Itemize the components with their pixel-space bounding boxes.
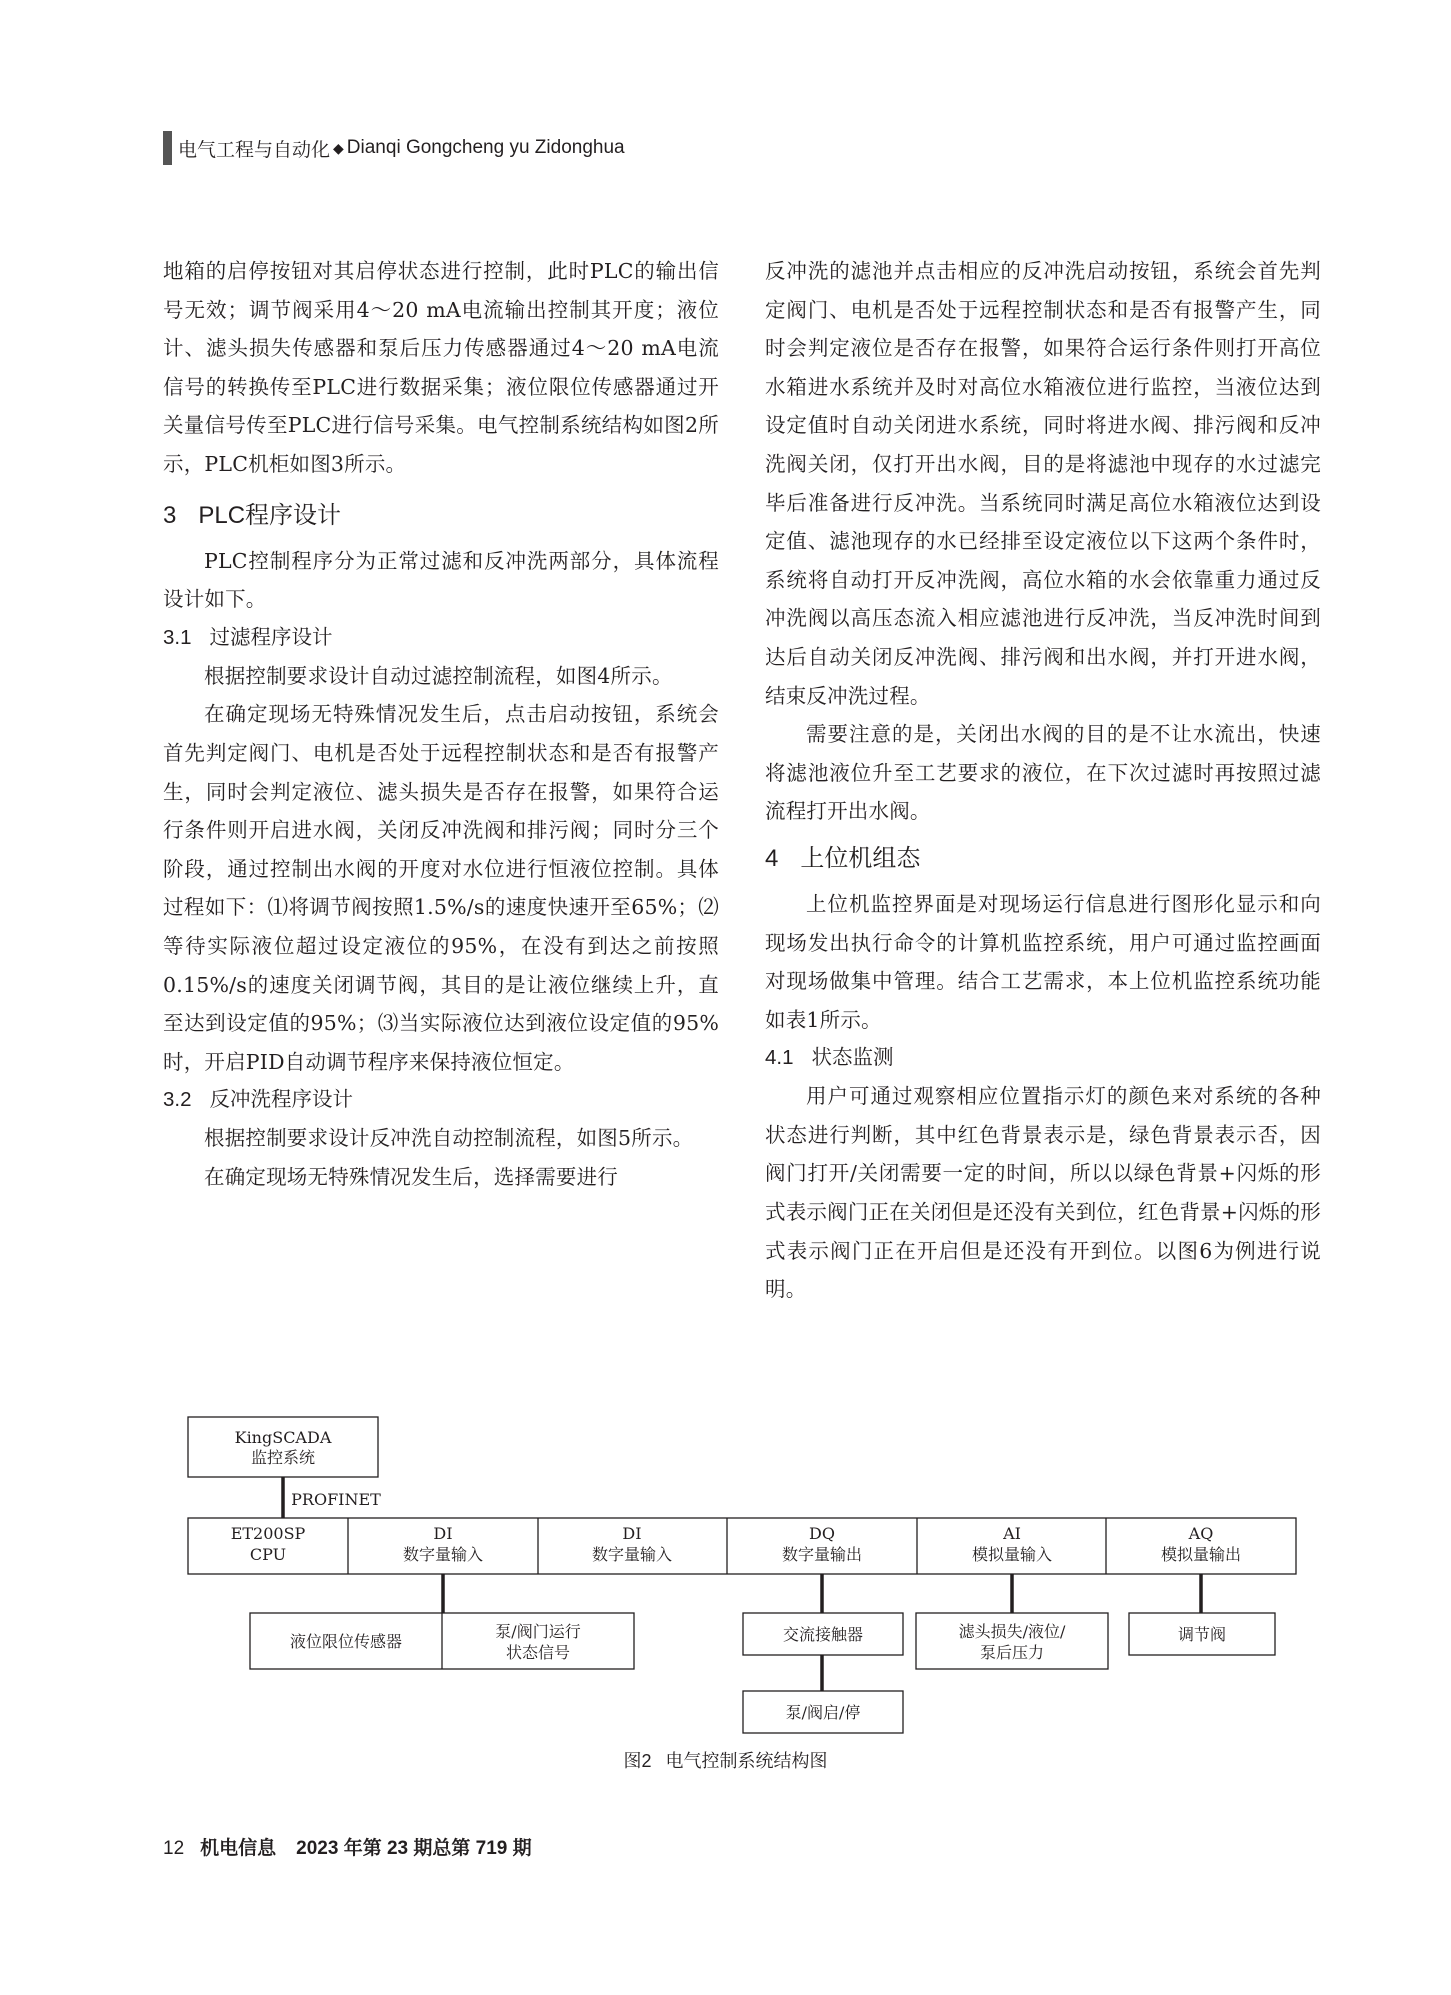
subsection-number: 3.1 — [163, 625, 192, 649]
paragraph: 根据控制要求设计反冲洗自动控制流程，如图5所示。 — [204, 1126, 694, 1151]
ai-sensors-label: 泵后压力 — [979, 1643, 1045, 1662]
journal-name-cn: 电气工程与自动化 — [178, 139, 331, 161]
module-rack — [188, 1518, 1296, 1574]
module-label: AQ — [1188, 1524, 1214, 1543]
module-label: 模拟量输入 — [971, 1545, 1053, 1564]
module-label: ET200SP — [230, 1524, 306, 1543]
system-structure-diagram — [186, 1415, 1306, 1745]
scada-box — [188, 1417, 378, 1477]
header-bar — [163, 131, 172, 165]
module-label: 模拟量输出 — [1160, 1545, 1242, 1564]
module-label: DI — [622, 1524, 642, 1543]
subsection-number: 4.1 — [765, 1046, 794, 1070]
subsection-heading-4-1 — [765, 1039, 1321, 1077]
module-label: 数字量输出 — [781, 1545, 863, 1564]
paragraph: 地箱的启停按钮对其启停状态进行控制，此时PLC的输出信号无效；调节阀采用4～20 mA电流输出控制其开度；液位计、滤头损失传感器和泵后压力传感器通过4～20 mA电流信号的转换传至PLC进行数据采集；液位限位传感器通过开关量信号传至PLC进行信号采集。电气控制系统结构如图2所示，PLC机柜如图3所示。 — [163, 259, 719, 476]
section-number: 4 — [765, 844, 779, 872]
diamond-separator-icon: ◆ — [333, 139, 344, 156]
figure-caption — [0, 1747, 1451, 1773]
paragraph: 反冲洗的滤池并点击相应的反冲洗启动按钮，系统会首先判定阀门、电机是否处于远程控制状态和是否有报警产生，同时会判定液位是否存在报警，如果符合运行条件则打开高位水箱进水系统并及时对高位水箱液位进行监控，当液位达到设定值时自动关闭进水系统，同时将进水阀、排污阀和反冲洗阀关闭，仅打开出水阀，目的是将滤池中现存的水过滤完毕后准备进行反冲洗。当系统同时满足高位水箱液位达到设定值、滤池现存的水已经排至设定液位以下这两个条件时，系统将自动打开反冲洗阀，高位水箱的水会依靠重力通过反冲洗阀以高压态流入相应滤池进行反冲洗，当反冲洗时间到达后自动关闭反冲洗阀、排污阀和出水阀，并打开进水阀，结束反冲洗过程。 — [765, 259, 1321, 708]
section-number: 3 — [163, 501, 177, 529]
scada-label: 监控系统 — [250, 1448, 316, 1467]
footer-journal: 机电信息 — [200, 1838, 277, 1859]
figure-label: 图2 — [623, 1751, 652, 1771]
module-label: AI — [1003, 1524, 1021, 1543]
paragraph: 用户可通过观察相应位置指示灯的颜色来对系统的各种状态进行判断，其中红色背景表示是，绿色背景表示否，因阀门打开/关闭需要一定的时间，所以以绿色背景+闪烁的形式表示阀门正在关闭但是还没有关到位，红色背景+闪烁的形式表示阀门正在开启但是还没有开到位。以图6为例进行说明。 — [765, 1084, 1321, 1302]
profinet-label: PROFINET — [291, 1490, 381, 1509]
section-heading-4 — [765, 833, 1321, 885]
module-label: 数字量输入 — [402, 1545, 484, 1564]
left-column — [163, 252, 719, 1196]
right-column — [765, 252, 1321, 1309]
subsection-title: 状态监测 — [811, 1046, 894, 1070]
level-sensor-label: 液位限位传感器 — [289, 1632, 403, 1651]
subsection-number: 3.2 — [163, 1088, 192, 1112]
module-label: 数字量输入 — [591, 1545, 673, 1564]
section-title: PLC程序设计 — [198, 501, 342, 529]
subsection-heading-3-2 — [163, 1081, 719, 1119]
paragraph: 在确定现场无特殊情况发生后，点击启动按钮，系统会首先判定阀门、电机是否处于远程控制状态和是否有报警产生，同时会判定液位、滤头损失是否存在报警，如果符合运行条件则开启进水阀，关闭反冲洗阀和排污阀；同时分三个阶段，通过控制出水阀的开度对水位进行恒液位控制。具体过程如下：⑴将调节阀按照1.5%/s的速度快速开至65%；⑵等待实际液位超过设定液位的95%，在没有到达之前按照0.15%/s的速度关闭调节阀，其目的是让液位继续上升，直至达到设定值的95%；⑶当实际液位达到液位设定值的95%时，开启PID自动调节程序来保持液位恒定。 — [163, 702, 719, 1074]
paragraph: 需要注意的是，关闭出水阀的目的是不让水流出，快速将滤池液位升至工艺要求的液位，在下次过滤时再按照过滤流程打开出水阀。 — [765, 722, 1321, 824]
section-title: 上位机组态 — [800, 844, 921, 872]
pump-startstop-label: 泵/阀启/停 — [785, 1703, 861, 1722]
pump-status-label: 状态信号 — [505, 1643, 571, 1662]
module-label: DQ — [809, 1524, 835, 1543]
footer-issue: 2023 年第 23 期总第 719 期 — [296, 1838, 532, 1859]
figure-title: 电气控制系统结构图 — [665, 1751, 828, 1771]
paragraph: PLC控制程序分为正常过滤和反冲洗两部分，具体流程设计如下。 — [163, 548, 719, 612]
page-footer — [163, 1833, 532, 1860]
subsection-title: 反冲洗程序设计 — [209, 1088, 353, 1112]
section-heading-3 — [163, 490, 719, 542]
journal-name-en: Dianqi Gongcheng yu Zidonghua — [346, 137, 625, 158]
paragraph: 在确定现场无特殊情况发生后，选择需要进行 — [204, 1164, 618, 1189]
ai-sensors-label: 滤头损失/液位/ — [958, 1622, 1066, 1641]
contactor-label: 交流接触器 — [782, 1625, 864, 1644]
running-header — [163, 133, 625, 163]
module-label: CPU — [249, 1545, 287, 1564]
scada-label: KingSCADA — [234, 1428, 332, 1447]
pump-status-label: 泵/阀门运行 — [495, 1622, 581, 1641]
subsection-heading-3-1 — [163, 619, 719, 657]
subsection-title: 过滤程序设计 — [209, 625, 333, 649]
paragraph: 上位机监控界面是对现场运行信息进行图形化显示和向现场发出执行命令的计算机监控系统，用户可通过监控画面对现场做集中管理。结合工艺需求，本上位机监控系统功能如表1所示。 — [765, 891, 1321, 1032]
page-number: 12 — [163, 1838, 185, 1859]
regulating-valve-label: 调节阀 — [1177, 1625, 1227, 1644]
module-label: DI — [433, 1524, 453, 1543]
paragraph: 根据控制要求设计自动过滤控制流程，如图4所示。 — [204, 663, 673, 688]
